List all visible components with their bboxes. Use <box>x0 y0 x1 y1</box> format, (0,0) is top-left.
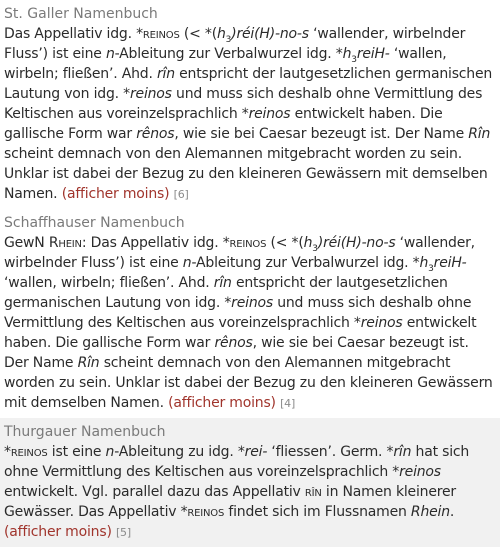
text-run: reinos <box>399 464 441 480</box>
text-run: in Namen kleinerer Gewässer. Das Appellativ * <box>4 484 456 520</box>
text-run: entspricht der lautgesetzlichen germanischen Lautung von idg. * <box>4 275 448 311</box>
text-run: scheint demnach von den Alemannen mitgebracht worden zu sein. Unklar ist dabei der Bezug zu den kleineren Gewässern mit demselben Namen. <box>4 146 488 202</box>
text-run: Das Appellativ idg. * <box>4 26 143 42</box>
text-run: 3 <box>428 263 434 274</box>
reference-number[interactable]: [5] <box>115 526 131 539</box>
text-run: ist eine <box>47 444 106 460</box>
text-run: rênos <box>136 126 175 142</box>
entry-source: Thurgauer Namenbuch <box>4 424 166 440</box>
text-run: reiH- <box>433 255 467 271</box>
entry-text-segments <box>4 26 492 202</box>
text-run: reinos <box>129 86 172 102</box>
text-run: Rîn <box>468 126 491 142</box>
text-run: scheint demnach von den Alemannen mitgebracht worden zu sein. Unklar ist dabei der Bezug zu den kleineren Gewässern mit demselben Namen. <box>4 355 493 411</box>
text-run: und muss sich deshalb ohne Vermittlung des Keltischen aus voreinzelsprachlich * <box>4 295 472 331</box>
text-run: entwickelt haben. Die gallische Form war <box>4 106 443 142</box>
text-run: rîn <box>213 275 232 291</box>
text-run: , wie sie bei Caesar bezeugt ist. Der Name <box>174 126 469 142</box>
text-run: -Ableitung zu idg. * <box>114 444 245 460</box>
text-run: Rhein <box>410 504 450 520</box>
text-run: reinos <box>229 235 267 251</box>
entry-st-galler <box>0 0 500 209</box>
text-run: entwickelt haben. Die gallische Form war <box>4 315 477 351</box>
text-run: rîn <box>304 484 322 500</box>
text-run: n <box>182 255 192 271</box>
text-run: hat sich ohne Vermittlung des Keltischen aus voreinzelsprachlich * <box>4 444 470 480</box>
text-run: 3 <box>312 243 318 254</box>
text-run: h <box>303 235 313 251</box>
text-run: entspricht der lautgesetzlichen germanischen Lautung von idg. * <box>4 66 493 102</box>
text-run: entwickelt. Vgl. parallel dazu das Appellativ <box>4 484 305 500</box>
text-run: und muss sich deshalb ohne Vermittlung des Keltischen aus voreinzelsprachlich * <box>4 86 483 122</box>
show-less-link[interactable]: (afficher moins) <box>4 524 112 540</box>
text-run: ‘fliessen’. Germ. * <box>267 444 394 460</box>
text-run: reinos <box>248 106 291 122</box>
text-run: (< *( <box>266 235 304 251</box>
text-run: -Ableitung zur Verbalwurzel idg. * <box>114 46 343 62</box>
entry-text <box>4 442 496 543</box>
text-run: h <box>342 46 352 62</box>
show-less-link[interactable]: (afficher moins) <box>61 186 170 202</box>
text-run: Rhein <box>48 235 82 251</box>
text-run: GewN <box>4 235 49 251</box>
text-run: reinos <box>360 315 403 331</box>
text-run: h <box>419 255 429 271</box>
text-run: rîn <box>393 444 412 460</box>
reference-number[interactable]: [4] <box>280 397 296 410</box>
entry-schaffhauser <box>0 209 500 418</box>
reference-number[interactable]: [6] <box>173 188 189 201</box>
text-run: ‘wallen, wirbeln; fließen’. Ahd. <box>4 275 214 291</box>
text-run: * <box>4 444 11 460</box>
text-run: n <box>105 46 115 62</box>
text-run: -Ableitung zur Verbalwurzel idg. * <box>191 255 420 271</box>
text-run: reinos <box>231 295 273 311</box>
text-run: . <box>449 504 455 520</box>
entry-text <box>4 233 496 414</box>
text-run: rîn <box>156 66 175 82</box>
text-run: : Das Appellativ idg. * <box>81 235 230 251</box>
text-run: n <box>105 444 115 460</box>
text-run: h <box>216 26 226 42</box>
text-run: (< *( <box>179 26 217 42</box>
text-run: Rîn <box>77 355 100 371</box>
show-less-link[interactable]: (afficher moins) <box>168 395 276 411</box>
text-run: )réi(H)-no-s <box>231 26 309 42</box>
text-run: 3 <box>225 34 232 45</box>
text-run: 3 <box>351 54 357 65</box>
text-run: rei- <box>244 444 268 460</box>
entry-source: Schaffhauser Namenbuch <box>4 215 185 231</box>
text-run: reinos <box>187 504 225 520</box>
text-run: reiH- <box>356 46 390 62</box>
text-run: findet sich im Flussnamen <box>224 504 411 520</box>
text-run: ‘wallen, wirbeln; fließen’. Ahd. <box>4 46 447 82</box>
text-run: ‘wallender, wirbelnder Fluss’) ist eine <box>4 235 475 271</box>
text-run: reinos <box>10 444 48 460</box>
entry-source: St. Galler Namenbuch <box>4 6 158 22</box>
text-run: ‘wallender, wirbelnder Fluss’) ist eine <box>4 26 466 62</box>
text-run: rênos <box>214 335 253 351</box>
text-run: , wie sie bei Caesar bezeugt ist. Der Name <box>4 335 469 371</box>
text-run: )réi(H)-no-s <box>317 235 396 251</box>
entry-text-segments <box>4 235 493 411</box>
entry-text <box>4 24 496 205</box>
entry-text-segments <box>4 444 469 520</box>
entry-thurgauer <box>0 418 500 547</box>
text-run: reinos <box>142 26 180 42</box>
